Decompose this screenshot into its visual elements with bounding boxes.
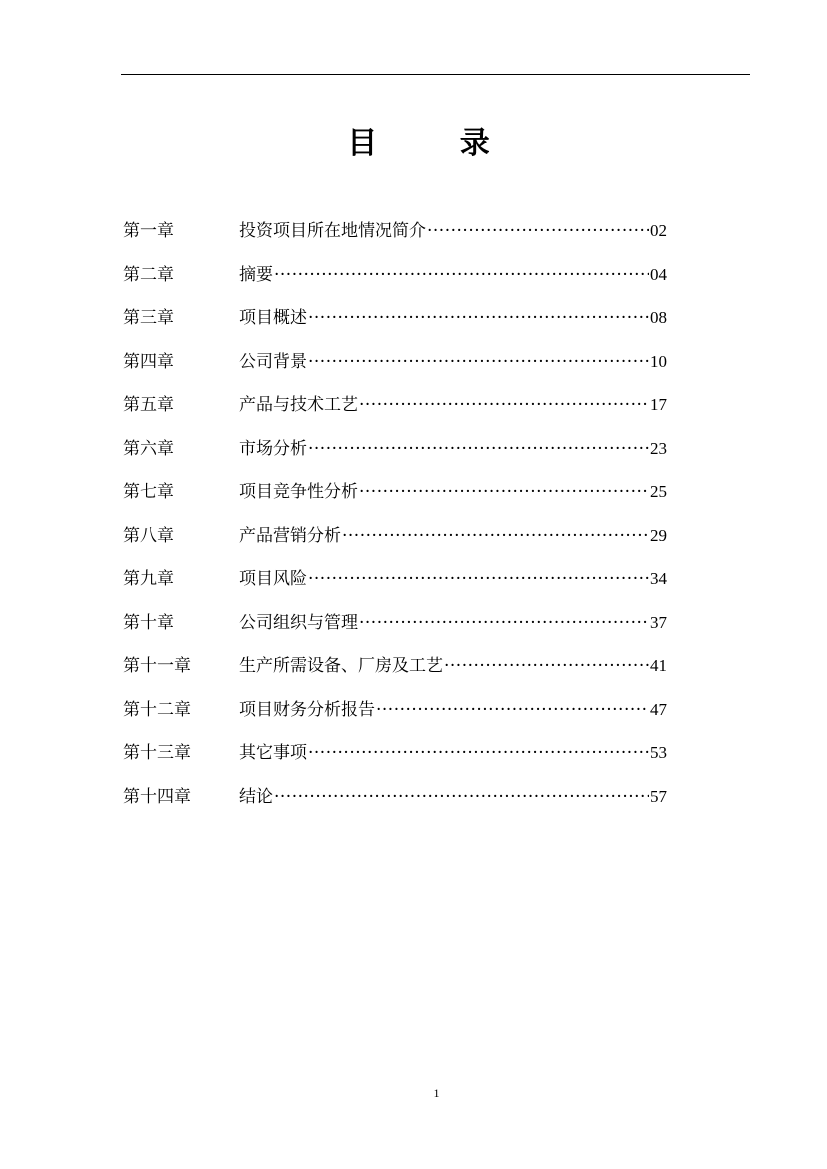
toc-page-number: 23 xyxy=(650,438,667,458)
page-number: 1 xyxy=(433,1086,440,1100)
toc-chapter-label: 第六章 xyxy=(123,438,174,459)
toc-dot-leader xyxy=(308,346,649,379)
toc-dot-leader xyxy=(427,215,649,248)
toc-entry[interactable] xyxy=(123,301,667,345)
toc-entry-title: 生产所需设备、厂房及工艺 xyxy=(239,656,443,676)
toc-entry[interactable] xyxy=(123,258,667,302)
toc-dot-leader xyxy=(444,650,649,683)
toc-entry[interactable] xyxy=(123,649,667,693)
toc-page-number: 10 xyxy=(650,351,667,371)
toc-chapter-label: 第四章 xyxy=(123,351,174,372)
toc-entry-title: 投资项目所在地情况简介 xyxy=(239,221,426,241)
toc-dot-leader xyxy=(308,563,649,596)
toc-page-number: 25 xyxy=(650,482,667,501)
toc-page-number: 17 xyxy=(650,395,667,414)
toc-entry[interactable] xyxy=(123,345,667,389)
toc-chapter-label: 第九章 xyxy=(123,569,174,589)
toc-title: 目 录 xyxy=(347,126,526,161)
toc-entry-title: 结论 xyxy=(239,786,273,807)
toc-dot-leader xyxy=(308,433,649,466)
toc-entry[interactable] xyxy=(123,606,667,650)
toc-dot-leader xyxy=(359,389,649,422)
toc-dot-leader xyxy=(308,737,649,770)
toc-entry[interactable] xyxy=(123,562,667,606)
toc-chapter-label: 第二章 xyxy=(123,264,174,285)
toc-page-number: 53 xyxy=(650,743,667,762)
toc-entry-title: 公司背景 xyxy=(239,351,307,372)
toc-chapter-label: 第一章 xyxy=(123,221,174,241)
toc-dot-leader xyxy=(376,694,649,727)
toc-entry-title: 摘要 xyxy=(239,264,273,285)
header-rule xyxy=(121,74,750,75)
toc-chapter-label: 第七章 xyxy=(123,482,174,502)
toc-list xyxy=(123,214,667,823)
toc-entry-title: 项目概述 xyxy=(239,308,307,328)
toc-dot-leader xyxy=(342,520,649,553)
toc-chapter-label: 第十三章 xyxy=(123,743,191,763)
toc-page-number: 04 xyxy=(650,264,667,284)
toc-page-number: 41 xyxy=(650,656,667,675)
toc-entry-title: 产品营销分析 xyxy=(239,525,341,546)
toc-entry[interactable] xyxy=(123,475,667,519)
toc-dot-leader xyxy=(359,607,649,640)
toc-entry[interactable] xyxy=(123,214,667,258)
toc-entry[interactable] xyxy=(123,432,667,476)
toc-page-number: 37 xyxy=(650,612,667,632)
toc-entry[interactable] xyxy=(123,693,667,737)
toc-page-number: 34 xyxy=(650,569,667,588)
toc-page-number: 57 xyxy=(650,786,667,806)
toc-entry-title: 其它事项 xyxy=(239,743,307,763)
toc-entry[interactable] xyxy=(123,736,667,780)
toc-page-number: 02 xyxy=(650,221,667,240)
toc-chapter-label: 第八章 xyxy=(123,525,174,546)
toc-chapter-label: 第十四章 xyxy=(123,786,191,807)
toc-page-number: 08 xyxy=(650,308,667,327)
toc-entry[interactable] xyxy=(123,780,667,824)
toc-page-number: 47 xyxy=(650,699,667,719)
toc-chapter-label: 第十章 xyxy=(123,612,174,633)
toc-chapter-label: 第五章 xyxy=(123,395,174,415)
toc-entry-title: 产品与技术工艺 xyxy=(239,395,358,415)
toc-entry-title: 公司组织与管理 xyxy=(239,612,358,633)
toc-dot-leader xyxy=(359,476,649,509)
toc-chapter-label: 第三章 xyxy=(123,308,174,328)
toc-entry[interactable] xyxy=(123,519,667,563)
toc-page-number: 29 xyxy=(650,525,667,545)
toc-entry-title: 市场分析 xyxy=(239,438,307,459)
toc-chapter-label: 第十一章 xyxy=(123,656,191,676)
toc-entry-title: 项目风险 xyxy=(239,569,307,589)
toc-dot-leader xyxy=(308,302,649,335)
toc-entry-title: 项目竞争性分析 xyxy=(239,482,358,502)
toc-entry[interactable] xyxy=(123,388,667,432)
toc-dot-leader xyxy=(274,781,649,814)
toc-entry-title: 项目财务分析报告 xyxy=(239,699,375,720)
toc-dot-leader xyxy=(274,259,649,292)
toc-chapter-label: 第十二章 xyxy=(123,699,191,720)
